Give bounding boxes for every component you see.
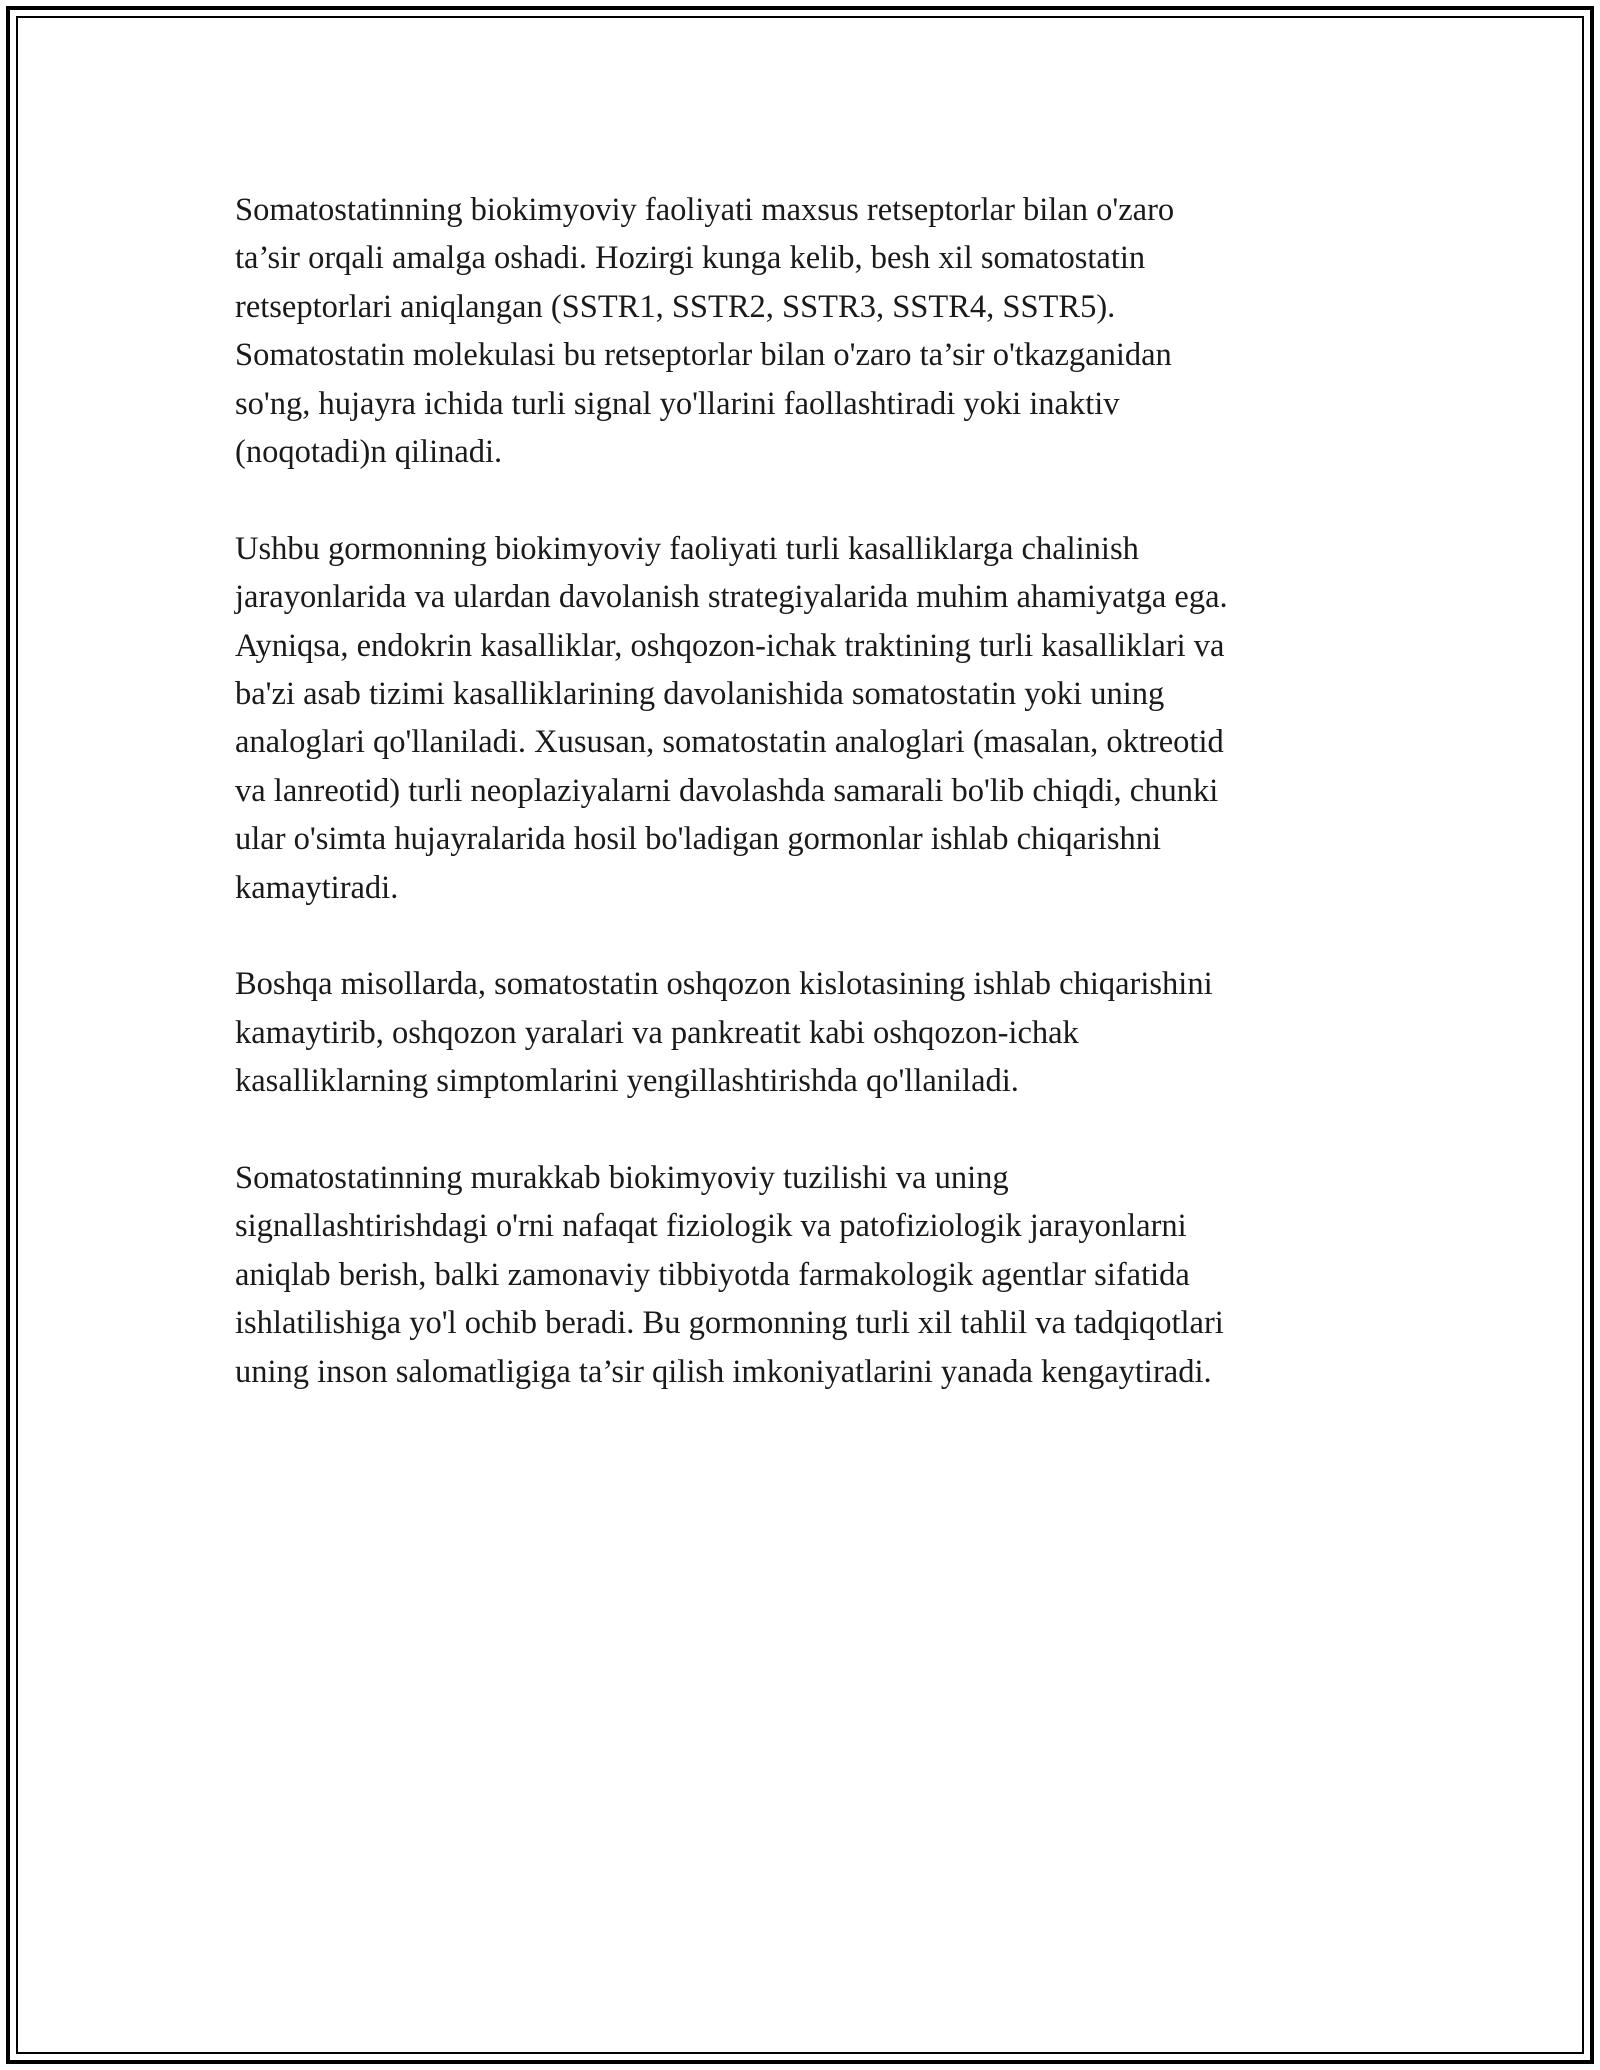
paragraph-somatostatin-receptors: Somatostatinning biokimyoviy faoliyati maxsus retseptorlar bilan o'zaro ta’sir orqali amalga oshadi. Hozirgi kunga kelib, besh xil somatostatin retseptorlari aniqlangan (SSTR1, SSTR2, SSTR3, SSTR4, SSTR5). Somatostatin molekulasi bu retseptorlar bilan o'zaro ta’sir o'tkazganidan so'ng, hujayra ichida turli signal yo'llarini faollashtiradi yoki inaktiv (noqotadi)n qilinadi. xyxy=(235,192,1175,471)
paragraph-conclusion: Somatostatinning murakkab biokimyoviy tuzilishi va uning signallashtirishdagi o'rni nafaqat fiziologik va patofiziologik jarayonlarni aniqlab berish, balki zamonaviy tibbiyotda farmakologik agentlar sifatida ishlatilishiga yo'l ochib beradi. Bu gormonning turli xil tahlil va tadqiqotlari uning inson salomatligiga ta’sir qilish imkoniyatlarini yanada kengaytiradi. xyxy=(235,1160,1224,1390)
paragraph-gastrointestinal-use: Boshqa misollarda, somatostatin oshqozon kislotasining ishlab chiqarishini kamaytirib, oshqozon yaralari va pankreatit kabi oshqozon-ichak kasalliklarning simptomlarini yengillashtirishda qo'llaniladi. xyxy=(235,966,1213,1100)
paragraph-disease-treatment: Ushbu gormonning biokimyoviy faoliyati turli kasalliklarga chalinish jarayonlarida va ulardan davolanish strategiyalarida muhim ahamiyatga ega. Ayniqsa, endokrin kasalliklar, oshqozon-ichak traktining turli kasalliklari va ba'zi asab tizimi kasalliklarining davolanishida somatostatin yoki uning analoglari qo'llaniladi. Xususan, somatostatin analoglari (masalan, oktreotid va lanreotid) turli neoplaziyalarni davolashda samarali bo'lib chiqdi, chunki ular o'simta hujayralarida hosil bo'ladigan gormonlar ishlab chiqarishni kamaytiradi. xyxy=(235,530,1228,906)
document-body xyxy=(235,186,1365,1445)
